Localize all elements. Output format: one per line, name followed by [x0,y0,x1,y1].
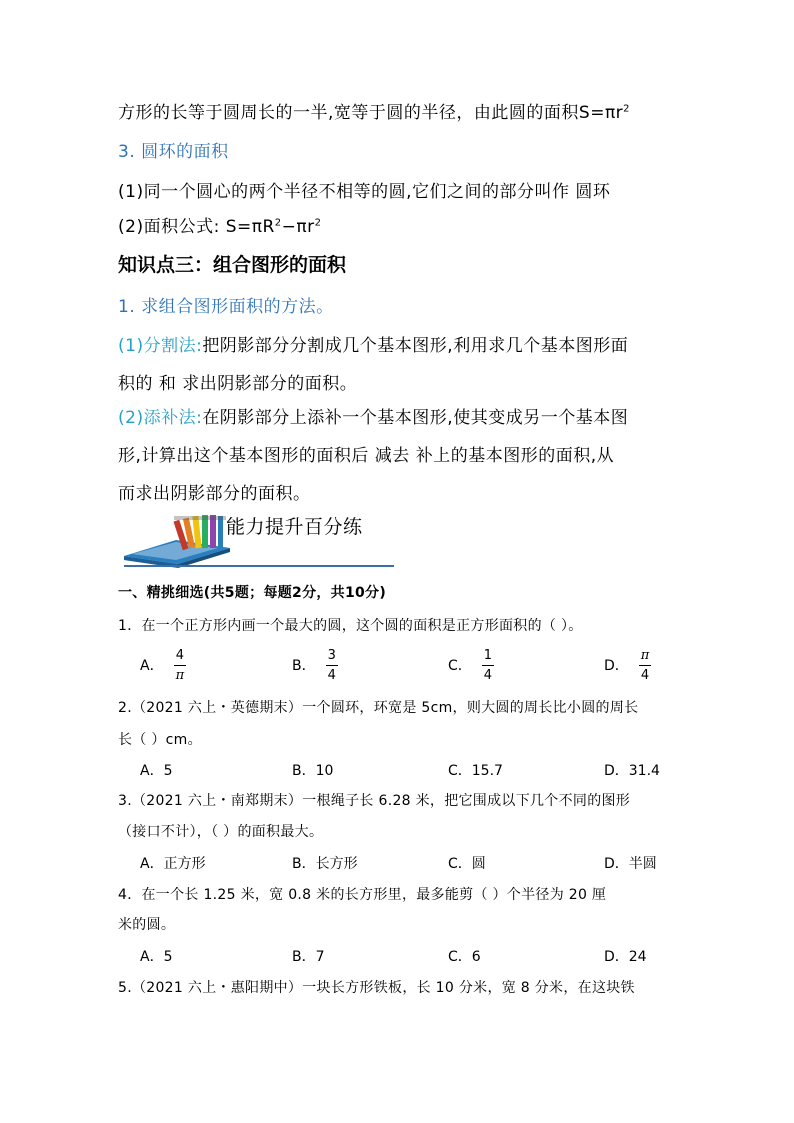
question-3-line2: （接口不计），（ ）的面积最大。 [118,824,324,840]
banner-title: 能力提升百分练 [226,516,363,538]
superscript: 2 [274,217,282,229]
split-method-line2: 积的 和 求出阴影部分的面积。 [118,374,358,394]
question-1-options [140,645,700,685]
denominator: 4 [326,665,338,682]
circle-area-derivation [118,98,630,123]
subheading-ring-area: 3. 圆环的面积 [118,142,229,162]
ring-definition: (1)同一个圆心的两个半径不相等的圆,它们之间的部分叫作 圆环 [118,182,611,202]
text-span: −πr [281,217,315,237]
fraction [174,649,187,682]
method-label: (2)添补法: [118,408,203,428]
text-span: 把阴影部分分割成几个基本图形,利用求几个基本图形面 [202,336,629,356]
option-d[interactable]: D．半圆 [604,856,657,872]
option-c[interactable] [448,645,494,685]
option-d[interactable] [604,645,651,685]
option-c[interactable]: C．圆 [448,856,486,872]
fill-method-line1 [118,403,628,428]
fraction [326,649,338,682]
fraction [482,649,494,682]
question-2-line2: 长（ ）cm。 [118,732,202,748]
question-4-options [140,946,700,966]
fill-method-line2: 形,计算出这个基本图形的面积后 减去 补上的基本图形的面积,从 [118,446,615,466]
option-b[interactable]: B．长方形 [292,856,358,872]
denominator: 4 [482,665,494,682]
superscript: 2 [623,103,631,115]
option-d[interactable]: D．31.4 [604,763,660,779]
option-label: B． [292,658,316,674]
option-c[interactable]: C．6 [448,949,481,965]
question-2-options [140,760,700,780]
fill-method-line3: 而求出阴影部分的面积。 [118,484,311,504]
denominator: π [174,665,187,682]
superscript: 2 [314,217,322,229]
numerator: π [640,647,650,663]
split-method-line1 [118,331,628,356]
section-title: 一、精挑细选(共5题；每题2分，共10分) [118,585,387,601]
text-span: 在阴影部分上添补一个基本图形,使其变成另一个基本图 [202,408,629,428]
question-3-line1: 3.（2021 六上・南郑期末）一根绳子长 6.28 米，把它围成以下几个不同的图形 [118,793,631,809]
method-label: (1)分割法: [118,336,203,356]
ring-formula [118,212,322,237]
question-4-line2: 米的圆。 [118,917,176,933]
option-a[interactable]: A．5 [140,763,173,779]
option-label: D． [604,658,629,674]
text-span: 方形的长等于圆周长的一半,宽等于圆的半径，由此圆的面积S=πr [118,103,624,123]
option-b[interactable] [292,645,338,685]
option-b[interactable]: B．7 [292,949,325,965]
fraction [639,649,652,682]
question-5-line1: 5.（2021 六上・惠阳期中）一块长方形铁板，长 10 分米，宽 8 分米，在这块铁 [118,980,635,996]
option-label: A． [140,658,164,674]
question-4-line1: 4．在一个长 1.25 米，宽 0.8 米的长方形里，最多能剪（ ）个半径为 20 厘 [118,887,607,903]
numerator: 3 [327,647,336,663]
option-a[interactable]: A．5 [140,949,173,965]
question-1: 1．在一个正方形内画一个最大的圆，这个圆的面积是正方形面积的（ ）。 [118,618,583,634]
denominator: 4 [639,665,651,682]
numerator: 4 [175,647,184,663]
knowledge-point-heading: 知识点三：组合图形的面积 [118,254,347,276]
option-a[interactable]: A．正方形 [140,856,206,872]
numerator: 1 [483,647,493,663]
option-b[interactable]: B．10 [292,763,334,779]
question-3-options [140,853,700,873]
method-heading: 1. 求组合图形面积的方法。 [118,297,334,317]
text-span: (2)面积公式: S=πR [118,217,275,237]
question-2-line1: 2.（2021 六上・英德期末）一个圆环，环宽是 5cm，则大圆的周长比小圆的周长 [118,700,639,716]
option-a[interactable] [140,645,186,685]
option-c[interactable]: C．15.7 [448,763,503,779]
option-d[interactable]: D．24 [604,949,647,965]
option-label: C． [448,658,472,674]
